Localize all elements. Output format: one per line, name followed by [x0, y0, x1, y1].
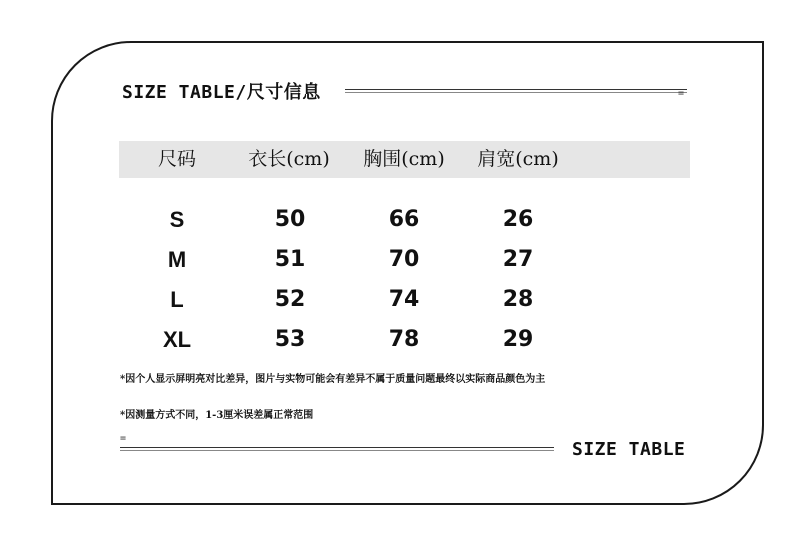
footer-rule-secondary — [120, 450, 554, 451]
cell-length: 50 — [274, 207, 306, 232]
header-title: SIZE TABLE/尺寸信息 — [122, 82, 321, 103]
cell-size: L — [170, 287, 184, 312]
table-row — [0, 203, 811, 237]
column-header-length: 衣长(cm) — [248, 148, 330, 170]
header-rule — [345, 89, 687, 90]
footer-mark: = — [120, 433, 127, 444]
cell-length: 51 — [274, 247, 306, 272]
column-header-chest: 胸围(cm) — [363, 148, 445, 170]
footer-rule — [120, 447, 554, 448]
cell-chest: 74 — [388, 287, 420, 312]
cell-shoulder: 29 — [502, 327, 534, 352]
column-header-shoulder: 肩宽(cm) — [477, 148, 559, 170]
table-row — [0, 323, 811, 357]
note-display-difference: *因个人显示屏明亮对比差异，图片与实物可能会有差异不属于质量问题最终以实际商品颜色为主 — [120, 374, 546, 385]
cell-shoulder: 26 — [502, 207, 534, 232]
cell-size: XL — [162, 327, 192, 352]
header-rule-secondary — [345, 92, 687, 93]
column-header-size: 尺码 — [157, 148, 197, 170]
cell-length: 52 — [274, 287, 306, 312]
cell-length: 53 — [274, 327, 306, 352]
cell-chest: 78 — [388, 327, 420, 352]
table-row — [0, 283, 811, 317]
cell-size: M — [167, 247, 187, 272]
cell-size: S — [169, 207, 185, 232]
cell-shoulder: 28 — [502, 287, 534, 312]
table-header — [119, 141, 690, 178]
note-measurement-error: *因测量方式不同，1-3厘米误差属正常范围 — [120, 410, 314, 421]
header-mark: = — [678, 88, 685, 99]
cell-chest: 70 — [388, 247, 420, 272]
cell-shoulder: 27 — [502, 247, 534, 272]
table-row — [0, 243, 811, 277]
footer-title: SIZE TABLE — [572, 439, 686, 460]
cell-chest: 66 — [388, 207, 420, 232]
